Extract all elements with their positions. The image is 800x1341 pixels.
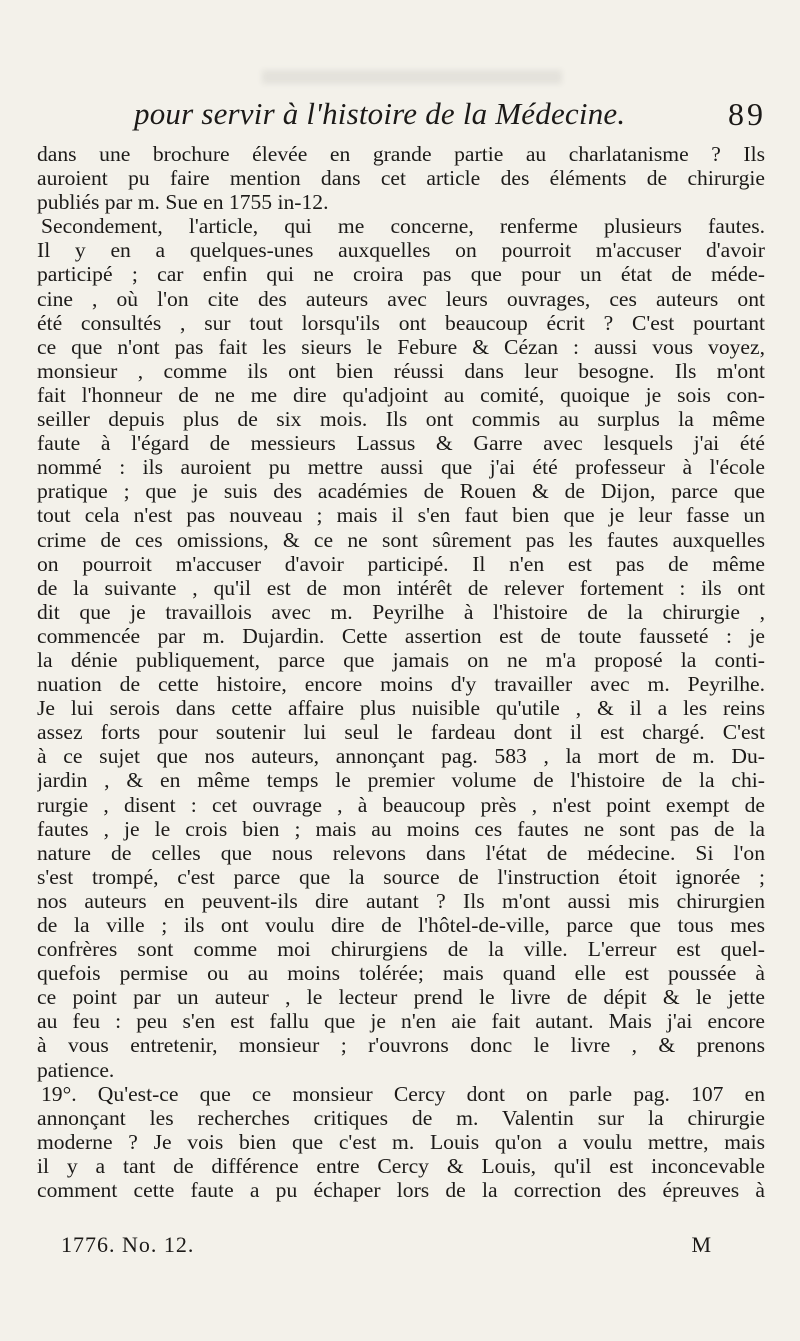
page-footer [37, 1232, 765, 1262]
text-line: nos auteurs en peuvent-ils dire autant ? Ils m'ont aussi mis chirurgien [37, 888, 765, 913]
text-line: Secondement, l'article, qui me concerne, renferme plusieurs fautes. [41, 214, 765, 239]
text-line: nommé : ils auroient pu mettre aussi que j'ai été professeur à l'école [37, 455, 765, 480]
text-line: Il y en a quelques-unes auxquelles on pourroit m'accuser d'avoir [37, 238, 765, 263]
text-line: été consultés , sur tout lorsqu'ils ont beaucoup écrit ? C'est pourtant [37, 310, 765, 335]
text-line: à vous entretenir, monsieur ; r'ouvrons donc le livre , & prenons [37, 1033, 765, 1058]
text-line: moderne ? Je vois bien que c'est m. Louis qu'on a voulu mettre, mais [37, 1129, 765, 1154]
text-line: cine , où l'on cite des auteurs avec leurs ouvrages, ces auteurs ont [37, 286, 765, 311]
text-line: assez forts pour soutenir lui seul le fardeau dont il est chargé. C'est [37, 720, 765, 745]
text-line: Je lui serois dans cette affaire plus nuisible qu'utile , & il a les reins [37, 696, 765, 721]
page-number: 89 [728, 96, 766, 132]
text-line: on pourroit m'accuser d'avoir participé. Il n'en est pas de même [37, 551, 765, 576]
text-line: faute à l'égard de messieurs Lassus & Garre avec lesquels j'ai été [37, 431, 765, 456]
body-text [37, 142, 765, 1202]
text-line: participé ; car enfin qui ne croira pas que pour un état de méde- [37, 262, 765, 287]
text-line: fautes , je le crois bien ; mais au moins ces fautes ne sont pas de la [37, 816, 765, 841]
text-line: jardin , & en même temps le premier volume de l'histoire de la chi- [37, 768, 765, 793]
text-line: fait l'honneur de ne me dire qu'adjoint au comité, quoique je sois con- [37, 382, 765, 407]
text-line: monsieur , comme ils ont bien réussi dans leur besogne. Ils m'ont [37, 358, 765, 383]
text-line: ce point par un auteur , le lecteur prend le livre de dépit & le jette [37, 985, 765, 1010]
text-line: nuation de cette histoire, encore moins d'y travailler avec m. Peyrilhe. [37, 672, 765, 697]
text-line: dit que je travaillois avec m. Peyrilhe à l'histoire de la chirurgie , [37, 599, 765, 624]
page-header [134, 96, 774, 140]
text-line: seiller depuis plus de six mois. Ils ont commis au surplus la même [37, 407, 765, 432]
text-line: patience. [37, 1057, 115, 1082]
text-line: tout cela n'est pas nouveau ; mais il s'en faut bien que je leur fasse un [37, 503, 765, 528]
text-line: s'est trompé, c'est parce que la source de l'instruction étoit ignorée ; [37, 864, 765, 889]
text-line: ce que n'ont pas fait les sieurs le Febure & Cézan : aussi vous voyez, [37, 334, 765, 359]
text-line: il y a tant de différence entre Cercy & Louis, qu'il est inconcevable [37, 1153, 765, 1178]
text-line: auroient pu faire mention dans cet article des éléments de chirurgie [37, 166, 765, 191]
show-through-shadow [262, 70, 562, 84]
gathering-letter: M [691, 1232, 711, 1257]
text-line: 19°. Qu'est-ce que ce monsieur Cercy dont on parle pag. 107 en [41, 1081, 765, 1106]
text-line: nature de celles que nous relevons dans l'état de médecine. Si l'on [37, 840, 765, 865]
signature-mark: 1776. No. 12. [61, 1232, 195, 1257]
text-line: dans une brochure élevée en grande partie au charlatanisme ? Ils [37, 142, 765, 166]
text-line: commencée par m. Dujardin. Cette assertion est de toute fausseté : je [37, 623, 765, 648]
text-line: annonçant les recherches critiques de m. Valentin sur la chirurgie [37, 1105, 765, 1130]
text-line: de la suivante , qu'il est de mon intérêt de relever fortement : ils ont [37, 575, 765, 600]
text-line: pratique ; que je suis des académies de Rouen & de Dijon, parce que [37, 479, 765, 504]
text-line: quefois permise ou au moins tolérée; mais quand elle est poussée à [37, 961, 765, 986]
text-line: crime de ces omissions, & ce ne sont sûrement pas les fautes auxquelles [37, 527, 765, 552]
text-line: publiés par m. Sue en 1755 in-12. [37, 190, 329, 215]
text-line: de la ville ; ils ont voulu dire de l'hôtel-de-ville, parce que tous mes [37, 913, 765, 937]
running-head: pour servir à l'histoire de la Médecine. [134, 96, 626, 131]
text-line: confrères sont comme moi chirurgiens de la ville. L'erreur est quel- [37, 937, 765, 962]
text-line: la dénie publiquement, parce que jamais on ne m'a proposé la conti- [37, 647, 765, 672]
text-line: comment cette faute a pu échaper lors de la correction des épreuves à [37, 1178, 765, 1203]
text-line: à ce sujet que nos auteurs, annonçant pag. 583 , la mort de m. Du- [37, 744, 765, 769]
text-line: rurgie , disent : cet ouvrage , à beaucoup près , n'est point exempt de [37, 792, 765, 817]
text-line: au feu : peu s'en est fallu que je n'en aie fait autant. Mais j'ai encore [37, 1009, 765, 1034]
